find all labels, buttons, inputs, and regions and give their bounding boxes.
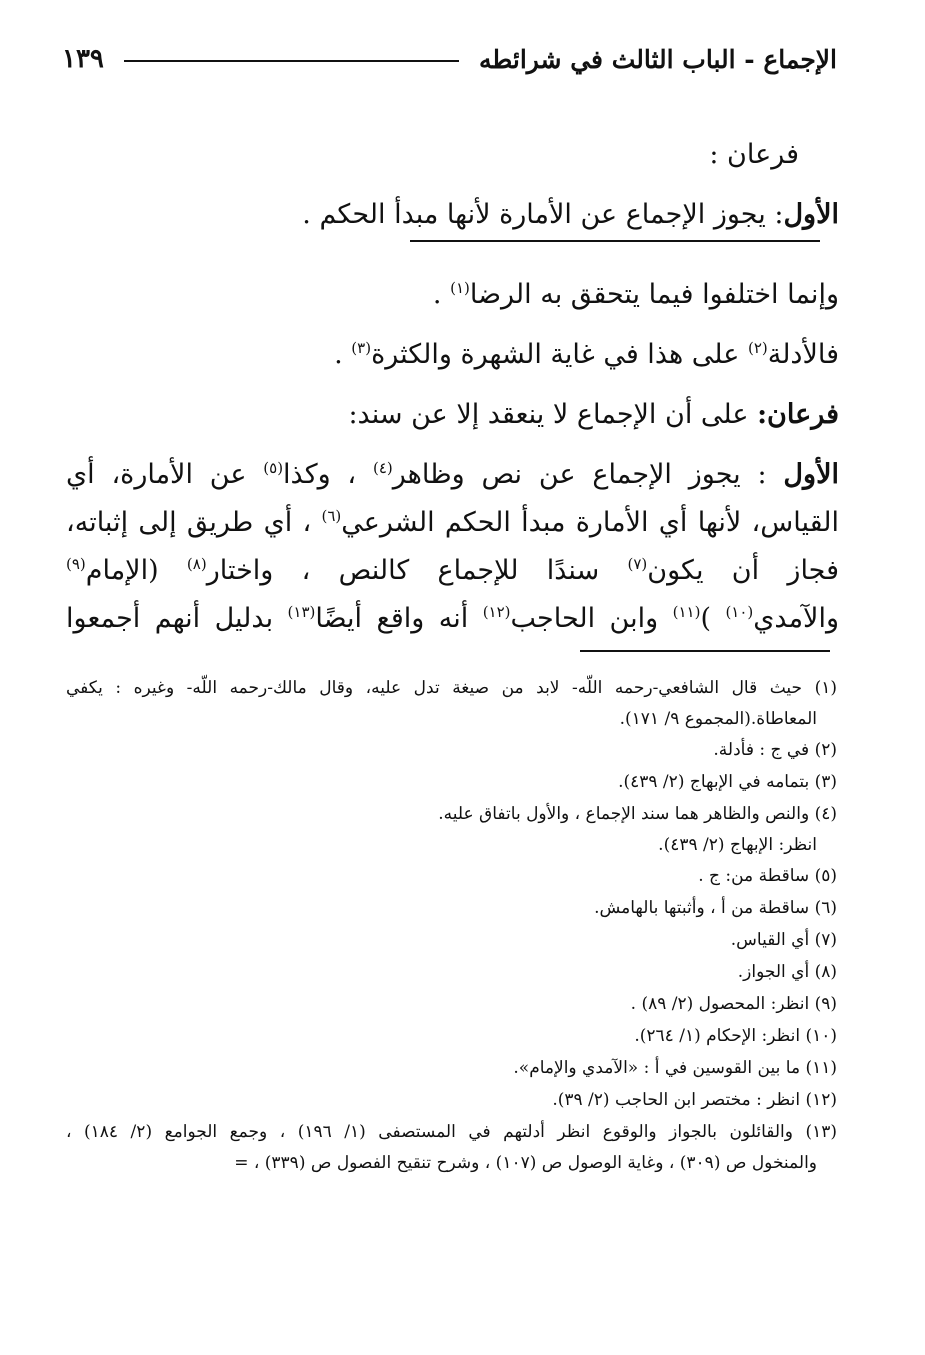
footnote-9: (٩) انظر: المحصول (٢/ ٨٩) . bbox=[630, 994, 837, 1014]
footnote-ref: (١) bbox=[450, 279, 470, 297]
text-line-3: وإنما اختلفوا فيما يتحقق به الرضا$^{(١)}$ . bbox=[432, 279, 839, 310]
footnote-1-continued: المعاطاة.(المجموع ٩/ ١٧١). bbox=[619, 709, 817, 729]
footnote-11: (١١) ما بين القوسين في أ : «الآمدي والإمام». bbox=[513, 1058, 837, 1078]
footnote-ref: (٥) bbox=[263, 459, 284, 477]
text-line-8: فجاز أن يكون$^{(٧)}$ سندًا للإجماع كالنص ، واختار$^{(٨)}$ (الإمام$^{(٩)}$ bbox=[66, 555, 840, 586]
text-line-6: الأول : يجوز الإجماع عن نص وظاهر$^{(٤)}$ ، وكذا$^{(٥)}$ عن الأمارة، أي bbox=[66, 459, 839, 490]
text-line-5: فرعان: على أن الإجماع لا ينعقد إلا عن سند: bbox=[348, 399, 839, 430]
page-number: ١٣٩ bbox=[62, 44, 104, 74]
text-line-2: الأول: يجوز الإجماع عن الأمارة لأنها مبدأ الحكم . bbox=[302, 199, 839, 230]
text-line-1: فرعان : bbox=[709, 139, 799, 170]
header-rule bbox=[124, 60, 459, 62]
footnote-ref: (٣) bbox=[351, 339, 372, 357]
bold-term: فرعان: bbox=[757, 399, 839, 430]
footnote-ref: (١٣) bbox=[287, 603, 316, 621]
footnote-3: (٣) بتمامه في الإبهاج (٢/ ٤٣٩). bbox=[618, 772, 837, 792]
bold-term: الأول bbox=[783, 459, 839, 490]
footnote-7: (٧) أي القياس. bbox=[730, 930, 837, 950]
main-text bbox=[66, 125, 839, 649]
footnote-4: (٤) والنص والظاهر هما سند الإجماع ، والأول باتفاق عليه. bbox=[438, 804, 837, 824]
footnote-2: (٢) في ج : فأدلة. bbox=[713, 740, 837, 760]
footnote-ref: (١١) bbox=[672, 603, 701, 621]
footnote-13-continued: والمنخول ص (٣٠٩) ، وغاية الوصول ص (١٠٧) ، وشرح تنقيح الفصول ص (٣٣٩) ، = bbox=[234, 1153, 817, 1173]
footnote-ref: (٨) bbox=[186, 555, 207, 573]
footnote-ref: (١٢) bbox=[482, 603, 511, 621]
footnote-6: (٦) ساقطة من أ ، وأثبتها بالهامش. bbox=[594, 898, 837, 918]
footnote-10: (١٠) انظر: الإحكام (١/ ٢٦٤). bbox=[634, 1026, 837, 1046]
footnote-1: (١) حيث قال الشافعي-رحمه اللّه- لابد من صيغة تدل عليه، وقال مالك-رحمه اللّه- وغيره : يكفي bbox=[66, 678, 837, 698]
section-rule bbox=[410, 240, 820, 242]
footnote-12: (١٢) انظر : مختصر ابن الحاجب (٢/ ٣٩). bbox=[552, 1090, 837, 1110]
running-title: الإجماع - الباب الثالث في شرائطه bbox=[478, 44, 837, 74]
footnote-4-continued: انظر: الإبهاج (٢/ ٤٣٩). bbox=[658, 835, 817, 855]
footnote-ref: (٧) bbox=[627, 555, 648, 573]
footnote-8: (٨) أي الجواز. bbox=[737, 962, 837, 982]
footnote-separator bbox=[580, 650, 830, 652]
footnote-13: (١٣) والقائلون بالجواز والوقوع انظر أدلتهم في المستصفى (١/ ١٩٦) ، وجمع الجوامع (٢/ ١٨٤) ، bbox=[66, 1122, 838, 1142]
footnotes bbox=[66, 672, 837, 1178]
text-line-4: فالأدلة$^{(٢)}$ على هذا في غاية الشهرة والكثرة$^{(٣)}$ . bbox=[334, 339, 839, 370]
page-header bbox=[62, 36, 837, 82]
footnote-ref: (٢) bbox=[747, 339, 768, 357]
footnote-ref: (١٠) bbox=[725, 603, 754, 621]
text-line-9: والآمدي$^{(١٠)}$ )$^{(١١)}$ وابن الحاجب$^{(١٢)}$ أنه واقع أيضًا$^{(١٣)}$ بدليل أنهم أجمعوا bbox=[66, 603, 839, 634]
footnote-ref: (٩) bbox=[66, 555, 86, 573]
footnote-ref: (٦) bbox=[321, 507, 342, 525]
text-line-7: القياس، لأنها أي الأمارة مبدأ الحكم الشرعي$^{(٦)}$ ، أي طريق إلى إثباته، bbox=[66, 507, 839, 538]
footnote-5: (٥) ساقطة من: ج . bbox=[698, 866, 837, 886]
bold-term: الأول bbox=[783, 199, 839, 230]
footnote-ref: (٤) bbox=[372, 459, 393, 477]
